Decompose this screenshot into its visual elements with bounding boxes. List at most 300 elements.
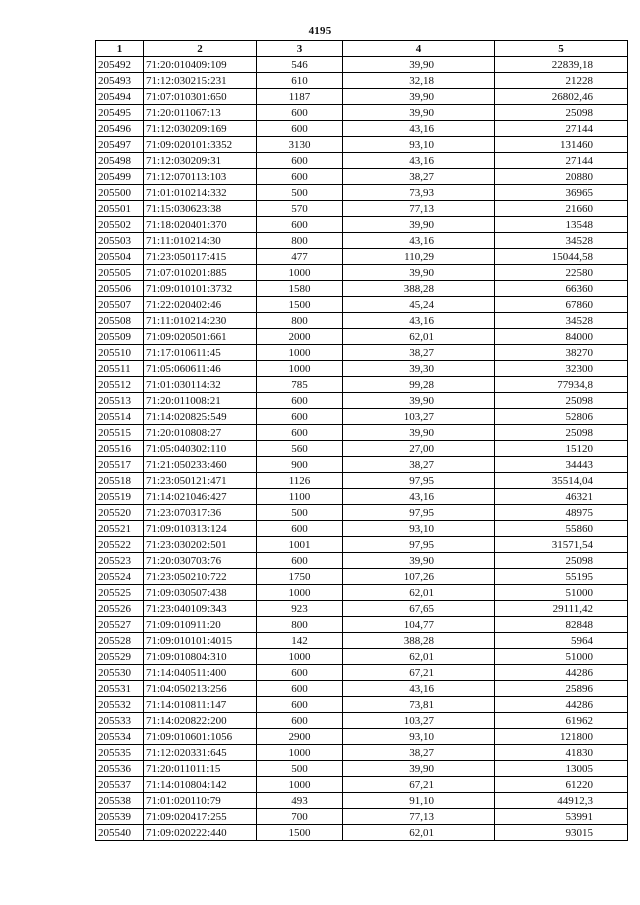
table-cell-col-1: 205510 [96, 345, 144, 361]
table-row [96, 489, 628, 505]
table-cell-col-4: 73,81 [343, 697, 495, 713]
table-cell-col-1: 205493 [96, 73, 144, 89]
table-cell-col-2: 71:09:020101:3352 [144, 137, 257, 153]
table-cell-col-2: 71:09:010804:310 [144, 649, 257, 665]
table-row [96, 441, 628, 457]
table-cell-col-1: 205499 [96, 169, 144, 185]
table-cell-col-3: 600 [257, 393, 343, 409]
table-cell-col-3: 1000 [257, 361, 343, 377]
table-cell-col-1: 205534 [96, 729, 144, 745]
table-cell-col-1: 205533 [96, 713, 144, 729]
table-cell-col-5: 44286 [495, 697, 628, 713]
table-row [96, 425, 628, 441]
table-row [96, 201, 628, 217]
table-cell-col-2: 71:20:010808:27 [144, 425, 257, 441]
table-cell-col-2: 71:12:070113:103 [144, 169, 257, 185]
table-cell-col-3: 600 [257, 681, 343, 697]
table-cell-col-4: 103,27 [343, 409, 495, 425]
table-row [96, 617, 628, 633]
table-cell-col-4: 62,01 [343, 649, 495, 665]
table-cell-col-3: 1000 [257, 345, 343, 361]
table-cell-col-4: 62,01 [343, 329, 495, 345]
table-cell-col-1: 205511 [96, 361, 144, 377]
table-cell-col-4: 43,16 [343, 681, 495, 697]
table-row [96, 697, 628, 713]
column-header-3: 3 [257, 41, 343, 57]
table-cell-col-5: 32300 [495, 361, 628, 377]
table-cell-col-4: 97,95 [343, 505, 495, 521]
table-cell-col-5: 25098 [495, 105, 628, 121]
table-cell-col-5: 5964 [495, 633, 628, 649]
table-cell-col-5: 27144 [495, 121, 628, 137]
table-cell-col-3: 600 [257, 553, 343, 569]
table-cell-col-2: 71:18:020401:370 [144, 217, 257, 233]
table-cell-col-3: 600 [257, 153, 343, 169]
table-cell-col-3: 600 [257, 105, 343, 121]
table-cell-col-5: 67860 [495, 297, 628, 313]
table-row [96, 345, 628, 361]
table-cell-col-5: 31571,54 [495, 537, 628, 553]
table-row [96, 505, 628, 521]
table-row [96, 729, 628, 745]
table-cell-col-5: 36965 [495, 185, 628, 201]
page-number: 4195 [308, 25, 332, 37]
table-row [96, 377, 628, 393]
table-cell-col-1: 205515 [96, 425, 144, 441]
table-cell-col-3: 1000 [257, 777, 343, 793]
table-cell-col-1: 205507 [96, 297, 144, 313]
table-cell-col-2: 71:09:020417:255 [144, 809, 257, 825]
table-cell-col-4: 39,90 [343, 425, 495, 441]
table-cell-col-1: 205512 [96, 377, 144, 393]
table-row [96, 649, 628, 665]
table-cell-col-3: 600 [257, 409, 343, 425]
table-cell-col-4: 93,10 [343, 521, 495, 537]
table-cell-col-2: 71:11:010214:30 [144, 233, 257, 249]
table-cell-col-5: 46321 [495, 489, 628, 505]
table-cell-col-5: 38270 [495, 345, 628, 361]
table-cell-col-1: 205501 [96, 201, 144, 217]
table-cell-col-5: 13005 [495, 761, 628, 777]
table-cell-col-1: 205529 [96, 649, 144, 665]
table-cell-col-3: 1001 [257, 537, 343, 553]
table-cell-col-4: 104,77 [343, 617, 495, 633]
table-cell-col-5: 29111,42 [495, 601, 628, 617]
table-row [96, 57, 628, 73]
table-cell-col-4: 43,16 [343, 153, 495, 169]
table-cell-col-2: 71:12:030209:169 [144, 121, 257, 137]
table-cell-col-1: 205520 [96, 505, 144, 521]
table-cell-col-5: 34443 [495, 457, 628, 473]
table-cell-col-5: 26802,46 [495, 89, 628, 105]
table-cell-col-4: 388,28 [343, 281, 495, 297]
table-row [96, 169, 628, 185]
table-cell-col-2: 71:09:010101:3732 [144, 281, 257, 297]
table-cell-col-2: 71:12:020331:645 [144, 745, 257, 761]
table-cell-col-5: 84000 [495, 329, 628, 345]
table-cell-col-3: 2900 [257, 729, 343, 745]
table-cell-col-4: 43,16 [343, 233, 495, 249]
table-cell-col-1: 205537 [96, 777, 144, 793]
table-cell-col-2: 71:14:010811:147 [144, 697, 257, 713]
table-cell-col-2: 71:14:021046:427 [144, 489, 257, 505]
table-cell-col-4: 39,90 [343, 761, 495, 777]
table-row [96, 553, 628, 569]
table-cell-col-4: 77,13 [343, 809, 495, 825]
table-cell-col-1: 205523 [96, 553, 144, 569]
table-cell-col-4: 45,24 [343, 297, 495, 313]
table-cell-col-5: 25098 [495, 425, 628, 441]
table-cell-col-1: 205496 [96, 121, 144, 137]
table-row [96, 665, 628, 681]
table-cell-col-5: 55195 [495, 569, 628, 585]
table-cell-col-2: 71:20:011067:13 [144, 105, 257, 121]
table-cell-col-4: 43,16 [343, 313, 495, 329]
table-cell-col-4: 39,90 [343, 105, 495, 121]
table-cell-col-1: 205513 [96, 393, 144, 409]
table-cell-col-1: 205531 [96, 681, 144, 697]
table-cell-col-3: 923 [257, 601, 343, 617]
table-cell-col-4: 38,27 [343, 745, 495, 761]
table-row [96, 825, 628, 841]
table-row [96, 265, 628, 281]
table-cell-col-1: 205538 [96, 793, 144, 809]
table-row [96, 745, 628, 761]
table-cell-col-4: 62,01 [343, 825, 495, 841]
table-cell-col-2: 71:14:020822:200 [144, 713, 257, 729]
table-cell-col-5: 15120 [495, 441, 628, 457]
table-cell-col-5: 34528 [495, 313, 628, 329]
table-cell-col-3: 1000 [257, 265, 343, 281]
table-row [96, 681, 628, 697]
table-cell-col-2: 71:20:030703:76 [144, 553, 257, 569]
table-row [96, 297, 628, 313]
table-row [96, 121, 628, 137]
table-cell-col-1: 205517 [96, 457, 144, 473]
table-cell-col-4: 388,28 [343, 633, 495, 649]
table-cell-col-2: 71:09:010601:1056 [144, 729, 257, 745]
table-cell-col-3: 477 [257, 249, 343, 265]
table-cell-col-5: 66360 [495, 281, 628, 297]
table-row [96, 457, 628, 473]
table-cell-col-4: 38,27 [343, 345, 495, 361]
table-cell-col-2: 71:20:011008:21 [144, 393, 257, 409]
table-cell-col-4: 38,27 [343, 169, 495, 185]
table-row [96, 473, 628, 489]
table-cell-col-5: 35514,04 [495, 473, 628, 489]
table-cell-col-2: 71:01:010214:332 [144, 185, 257, 201]
table-cell-col-3: 600 [257, 121, 343, 137]
table-cell-col-5: 41830 [495, 745, 628, 761]
table-cell-col-5: 53991 [495, 809, 628, 825]
table-cell-col-2: 71:04:050213:256 [144, 681, 257, 697]
table-cell-col-3: 142 [257, 633, 343, 649]
table-cell-col-5: 121800 [495, 729, 628, 745]
table-cell-col-3: 600 [257, 697, 343, 713]
table-cell-col-2: 71:17:010611:45 [144, 345, 257, 361]
table-row [96, 73, 628, 89]
table-cell-col-2: 71:14:010804:142 [144, 777, 257, 793]
table-cell-col-5: 25896 [495, 681, 628, 697]
table-cell-col-5: 55860 [495, 521, 628, 537]
table-cell-col-2: 71:23:040109:343 [144, 601, 257, 617]
table-cell-col-4: 39,90 [343, 57, 495, 73]
table-cell-col-3: 800 [257, 617, 343, 633]
table-cell-col-1: 205528 [96, 633, 144, 649]
table-cell-col-2: 71:09:010101:4015 [144, 633, 257, 649]
table-cell-col-3: 500 [257, 505, 343, 521]
table-cell-col-4: 103,27 [343, 713, 495, 729]
table-cell-col-3: 493 [257, 793, 343, 809]
table-cell-col-3: 1000 [257, 585, 343, 601]
table-cell-col-4: 93,10 [343, 137, 495, 153]
table-row [96, 521, 628, 537]
table-row [96, 153, 628, 169]
table-cell-col-1: 205539 [96, 809, 144, 825]
table-cell-col-3: 1500 [257, 297, 343, 313]
table-cell-col-4: 39,90 [343, 265, 495, 281]
table-cell-col-2: 71:22:020402:46 [144, 297, 257, 313]
table-cell-col-2: 71:09:030507:438 [144, 585, 257, 601]
table-cell-col-4: 77,13 [343, 201, 495, 217]
table-cell-col-5: 93015 [495, 825, 628, 841]
table-cell-col-1: 205518 [96, 473, 144, 489]
table-cell-col-2: 71:07:010201:885 [144, 265, 257, 281]
table-cell-col-5: 51000 [495, 649, 628, 665]
table-row [96, 281, 628, 297]
table-cell-col-2: 71:12:030215:231 [144, 73, 257, 89]
table-row [96, 633, 628, 649]
table-cell-col-5: 22580 [495, 265, 628, 281]
table-cell-col-3: 600 [257, 665, 343, 681]
table-row [96, 601, 628, 617]
table-cell-col-1: 205535 [96, 745, 144, 761]
table-cell-col-4: 43,16 [343, 121, 495, 137]
table-cell-col-1: 205527 [96, 617, 144, 633]
table-cell-col-5: 25098 [495, 553, 628, 569]
table-cell-col-1: 205525 [96, 585, 144, 601]
table-cell-col-3: 800 [257, 313, 343, 329]
table-cell-col-2: 71:15:030623:38 [144, 201, 257, 217]
table-cell-col-2: 71:05:060611:46 [144, 361, 257, 377]
table-cell-col-3: 500 [257, 185, 343, 201]
table-cell-col-2: 71:05:040302:110 [144, 441, 257, 457]
table-row [96, 409, 628, 425]
table-cell-col-5: 82848 [495, 617, 628, 633]
table-cell-col-5: 21660 [495, 201, 628, 217]
table-cell-col-4: 67,21 [343, 777, 495, 793]
table-cell-col-2: 71:11:010214:230 [144, 313, 257, 329]
table-cell-col-3: 546 [257, 57, 343, 73]
table-cell-col-5: 44286 [495, 665, 628, 681]
table-cell-col-3: 600 [257, 713, 343, 729]
table-cell-col-1: 205505 [96, 265, 144, 281]
table-cell-col-2: 71:20:011011:15 [144, 761, 257, 777]
table-body [96, 57, 628, 841]
table-row [96, 329, 628, 345]
table-cell-col-3: 600 [257, 425, 343, 441]
table-cell-col-1: 205524 [96, 569, 144, 585]
table-row [96, 585, 628, 601]
table-cell-col-3: 1500 [257, 825, 343, 841]
table-cell-col-2: 71:23:050210:722 [144, 569, 257, 585]
table-cell-col-3: 500 [257, 761, 343, 777]
table-cell-col-5: 77934,8 [495, 377, 628, 393]
table-cell-col-5: 52806 [495, 409, 628, 425]
table-cell-col-2: 71:09:010911:20 [144, 617, 257, 633]
table-cell-col-1: 205498 [96, 153, 144, 169]
table-row [96, 393, 628, 409]
table-cell-col-3: 600 [257, 521, 343, 537]
table-row [96, 569, 628, 585]
table-cell-col-1: 205530 [96, 665, 144, 681]
table-cell-col-2: 71:21:050233:460 [144, 457, 257, 473]
table-cell-col-5: 22839,18 [495, 57, 628, 73]
table-row [96, 361, 628, 377]
table-cell-col-4: 110,29 [343, 249, 495, 265]
table-cell-col-5: 21228 [495, 73, 628, 89]
table-cell-col-4: 99,28 [343, 377, 495, 393]
table-row [96, 761, 628, 777]
table-row [96, 137, 628, 153]
table-cell-col-5: 48975 [495, 505, 628, 521]
table-cell-col-1: 205492 [96, 57, 144, 73]
table-cell-col-3: 3130 [257, 137, 343, 153]
table-row [96, 249, 628, 265]
table-cell-col-1: 205503 [96, 233, 144, 249]
table-cell-col-3: 1126 [257, 473, 343, 489]
table-row [96, 537, 628, 553]
table-cell-col-2: 71:12:030209:31 [144, 153, 257, 169]
header-row [96, 41, 628, 57]
table-cell-col-2: 71:14:020825:549 [144, 409, 257, 425]
table-cell-col-4: 91,10 [343, 793, 495, 809]
table-cell-col-5: 51000 [495, 585, 628, 601]
column-header-2: 2 [144, 41, 257, 57]
table-cell-col-2: 71:09:020501:661 [144, 329, 257, 345]
table-row [96, 713, 628, 729]
table-cell-col-3: 1000 [257, 745, 343, 761]
table-cell-col-2: 71:20:010409:109 [144, 57, 257, 73]
table-cell-col-3: 610 [257, 73, 343, 89]
table-cell-col-4: 67,21 [343, 665, 495, 681]
table-cell-col-4: 38,27 [343, 457, 495, 473]
table-cell-col-1: 205526 [96, 601, 144, 617]
table-cell-col-5: 61220 [495, 777, 628, 793]
table-cell-col-1: 205514 [96, 409, 144, 425]
table-cell-col-3: 2000 [257, 329, 343, 345]
table-cell-col-4: 97,95 [343, 473, 495, 489]
table-cell-col-2: 71:14:040511:400 [144, 665, 257, 681]
table-cell-col-2: 71:23:030202:501 [144, 537, 257, 553]
table-cell-col-1: 205536 [96, 761, 144, 777]
table-cell-col-3: 600 [257, 217, 343, 233]
table-row [96, 777, 628, 793]
table-cell-col-1: 205516 [96, 441, 144, 457]
table-cell-col-4: 97,95 [343, 537, 495, 553]
table-cell-col-1: 205540 [96, 825, 144, 841]
column-header-5: 5 [495, 41, 628, 57]
table-cell-col-5: 25098 [495, 393, 628, 409]
table-cell-col-3: 900 [257, 457, 343, 473]
table-cell-col-1: 205509 [96, 329, 144, 345]
table-cell-col-5: 20880 [495, 169, 628, 185]
table-cell-col-1: 205494 [96, 89, 144, 105]
table-cell-col-4: 67,65 [343, 601, 495, 617]
table-cell-col-2: 71:01:030114:32 [144, 377, 257, 393]
table-cell-col-3: 570 [257, 201, 343, 217]
table-cell-col-2: 71:09:010313:124 [144, 521, 257, 537]
table-row [96, 185, 628, 201]
table-cell-col-1: 205495 [96, 105, 144, 121]
table-cell-col-2: 71:01:020110:79 [144, 793, 257, 809]
table-cell-col-1: 205506 [96, 281, 144, 297]
table-row [96, 233, 628, 249]
table-cell-col-4: 43,16 [343, 489, 495, 505]
table-cell-col-4: 39,90 [343, 553, 495, 569]
table-cell-col-2: 71:09:020222:440 [144, 825, 257, 841]
table-row [96, 313, 628, 329]
table-cell-col-3: 1000 [257, 649, 343, 665]
table-cell-col-3: 700 [257, 809, 343, 825]
table-cell-col-2: 71:23:050121:471 [144, 473, 257, 489]
table-cell-col-1: 205532 [96, 697, 144, 713]
table-cell-col-3: 1580 [257, 281, 343, 297]
table-row [96, 793, 628, 809]
table-cell-col-3: 560 [257, 441, 343, 457]
table-cell-col-5: 131460 [495, 137, 628, 153]
table-cell-col-5: 15044,58 [495, 249, 628, 265]
table-cell-col-3: 1750 [257, 569, 343, 585]
table-cell-col-1: 205521 [96, 521, 144, 537]
table-cell-col-1: 205502 [96, 217, 144, 233]
column-header-1: 1 [96, 41, 144, 57]
table-cell-col-4: 93,10 [343, 729, 495, 745]
table-cell-col-3: 600 [257, 169, 343, 185]
data-table [95, 40, 628, 841]
table-cell-col-1: 205519 [96, 489, 144, 505]
table-cell-col-2: 71:23:050117:415 [144, 249, 257, 265]
table-cell-col-5: 61962 [495, 713, 628, 729]
table-cell-col-4: 39,90 [343, 217, 495, 233]
table-cell-col-3: 800 [257, 233, 343, 249]
table-cell-col-1: 205508 [96, 313, 144, 329]
table-cell-col-4: 27,00 [343, 441, 495, 457]
column-header-4: 4 [343, 41, 495, 57]
table-cell-col-5: 34528 [495, 233, 628, 249]
table-cell-col-4: 39,90 [343, 393, 495, 409]
table-cell-col-1: 205500 [96, 185, 144, 201]
table-cell-col-5: 44912,3 [495, 793, 628, 809]
table-cell-col-4: 73,93 [343, 185, 495, 201]
table-cell-col-1: 205504 [96, 249, 144, 265]
table-cell-col-2: 71:07:010301:650 [144, 89, 257, 105]
table-cell-col-4: 39,90 [343, 89, 495, 105]
table-cell-col-5: 27144 [495, 153, 628, 169]
table-cell-col-1: 205522 [96, 537, 144, 553]
table-cell-col-4: 32,18 [343, 73, 495, 89]
table-cell-col-4: 107,26 [343, 569, 495, 585]
table-row [96, 89, 628, 105]
table-row [96, 105, 628, 121]
table-row [96, 217, 628, 233]
table-cell-col-4: 62,01 [343, 585, 495, 601]
table-cell-col-3: 785 [257, 377, 343, 393]
table-row [96, 809, 628, 825]
table-cell-col-4: 39,30 [343, 361, 495, 377]
table-cell-col-3: 1100 [257, 489, 343, 505]
table-cell-col-2: 71:23:070317:36 [144, 505, 257, 521]
